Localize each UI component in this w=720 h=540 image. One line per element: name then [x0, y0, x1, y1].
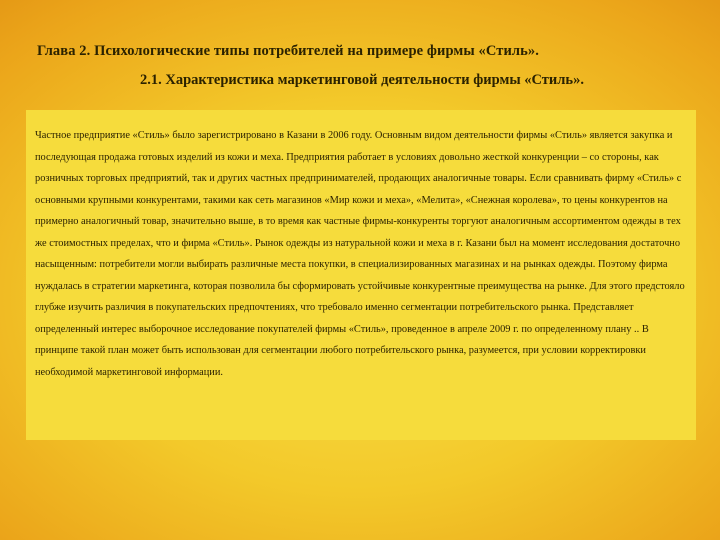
section-title: 2.1. Характеристика маркетинговой деятельности фирмы «Стиль».	[140, 72, 584, 88]
body-paragraph: Частное предприятие «Стиль» было зарегистрировано в Казани в 2006 году. Основным видом деятельности фирмы «Стиль» является закупка и последующая продажа готовых изделий из кожи и меха. Предприятия работает в условиях довольно жесткой конкуренции – со стороны, как розничных торговых предприятий, так и других частных предпринимателей, продающих аналогичные товары. Если сравнивать фирму «Стиль» с основными крупными конкурентами, такими как сеть магазинов «Мир кожи и меха», «Мелита», «Снежная королева», то цены конкурентов на примерно аналогичный товар, значительно выше, в то время как частные фирмы-конкуренты торгуют аналогичным ассортиментом одежды в тех же стоимостных пределах, что и фирма «Стиль». Рынок одежды из натуральной кожи и меха в г. Казани был на момент исследования достаточно насыщенным: потребители могли выбирать различные места покупки, в специализированных магазинах и на рынках одежды. Поэтому фирма нуждалась в стратегии маркетинга, которая позволила бы сформировать устойчивые конкурентные преимущества на рынке. Для этого предстояло глубже изучить различия в покупательских предпочтениях, что требовало именно сегментации потребительского рынка. Представляет определенный интерес выборочное исследование покупателей фирмы «Стиль», проведенное в апреле 2009 г. по определенному плану .. В принципе такой план может быть использован для сегментации любого потребительского рынка, разумеется, при условии корректировки необходимой маркетинговой информации.	[35, 130, 685, 378]
chapter-title: Глава 2. Психологические типы потребителей на примере фирмы «Стиль».	[37, 43, 540, 59]
